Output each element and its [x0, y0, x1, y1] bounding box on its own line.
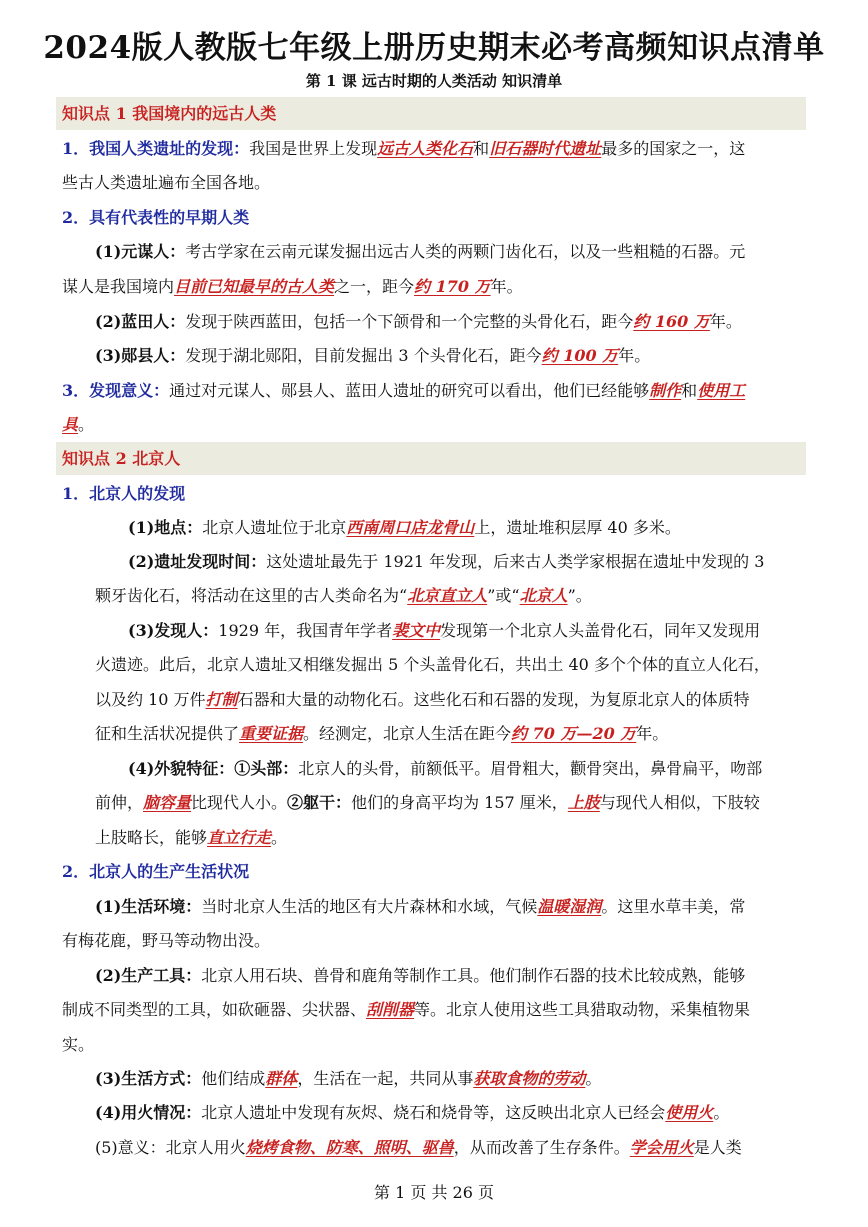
paragraph-line: 实。: [62, 1035, 95, 1054]
paragraph-line: (2)遗址发现时间：这处遗址最先于 1921 年发现，后来古人类学家根据在遗址中发现的 3: [128, 552, 765, 571]
paragraph-line: 些古人类遗址遍布全国各地。: [62, 173, 271, 192]
section-header-1: 知识点 1 我国境内的远古人类: [56, 97, 806, 130]
paragraph-line: 颗牙齿化石，将活动在这里的古人类命名为“北京直立人”或“北京人”。: [95, 586, 592, 605]
paragraph-line: (3)发现人：1929 年，我国青年学者裴文中发现第一个北京人头盖骨化石，同年又发现用: [128, 621, 761, 640]
page-title: 2024版人教版七年级上册历史期末必考高频知识点清单: [43, 30, 825, 66]
paragraph-line: (4)用火情况：北京人遗址中发现有灰烬、烧石和烧骨等，这反映出北京人已经会使用火。: [95, 1103, 730, 1122]
paragraph-line: 上肢略长，能够直立行走。: [95, 828, 288, 847]
page-footer: 第 1 页 共 26 页: [374, 1183, 494, 1202]
paragraph-line: (4)外貌特征：①头部：北京人的头骨，前额低平。眉骨粗大，颧骨突出，鼻骨扁平，吻部: [128, 759, 763, 778]
subheading: 2．北京人的生产生活状况: [62, 862, 250, 881]
paragraph-line: 以及约 10 万件打制石器和大量的动物化石。这些化石和石器的发现，为复原北京人的体质特: [95, 690, 750, 709]
paragraph-line: (1)元谋人：考古学家在云南元谋发掘出远古人类的两颗门齿化石，以及一些粗糙的石器。元: [95, 242, 746, 261]
paragraph-line: 具。: [62, 415, 95, 434]
paragraph-line: (1)生活环境：当时北京人生活的地区有大片森林和水域，气候温暖湿润。这里水草丰美，常: [95, 897, 746, 916]
paragraph-line: 1．我国人类遗址的发现：我国是世界上发现远古人类化石和旧石器时代遗址最多的国家之一，这: [62, 139, 746, 158]
paragraph-line: (3)郧县人：发现于湖北郧阳，目前发掘出 3 个头骨化石，距今约 100 万年。: [95, 346, 651, 365]
paragraph-line: 谋人是我国境内目前已知最早的古人类之一，距今约 170 万年。: [62, 277, 523, 296]
paragraph-line: (1)地点：北京人遗址位于北京西南周口店龙骨山上，遗址堆积层厚 40 多米。: [128, 518, 681, 537]
paragraph-line: 制成不同类型的工具，如砍砸器、尖状器、刮削器等。北京人使用这些工具猎取动物，采集植物果: [62, 1000, 751, 1019]
section-header-2: 知识点 2 北京人: [56, 442, 806, 475]
paragraph-line: (2)生产工具：北京人用石块、兽骨和鹿角等制作工具。他们制作石器的技术比较成熟，能够: [95, 966, 746, 985]
paragraph-line: 3．发现意义：通过对元谋人、郧县人、蓝田人遗址的研究可以看出，他们已经能够制作和使用工: [62, 381, 746, 400]
paragraph-line: 有梅花鹿，野马等动物出没。: [62, 931, 271, 950]
subheading: 2．具有代表性的早期人类: [62, 208, 250, 227]
paragraph-line: 征和生活状况提供了重要证据。经测定，北京人生活在距今约 70 万—20 万年。: [95, 724, 669, 743]
paragraph-line: 火遗迹。此后，北京人遗址又相继发掘出 5 个头盖骨化石，共出土 40 多个个体的直立人化石，: [95, 655, 770, 674]
subheading: 1．北京人的发现: [62, 484, 186, 503]
paragraph-line: (5)意义：北京人用火烧烤食物、防寒、照明、驱兽，从而改善了生存条件。学会用火是人类: [95, 1138, 742, 1157]
paragraph-line: (2)蓝田人：发现于陕西蓝田，包括一个下颌骨和一个完整的头骨化石，距今约 160 万年。: [95, 312, 742, 331]
lesson-subtitle: 第 1 课 远古时期的人类活动 知识清单: [305, 72, 563, 90]
paragraph-line: 前伸，脑容量比现代人小。②躯干：他们的身高平均为 157 厘米，上肢与现代人相似，下肢较: [95, 793, 760, 812]
paragraph-line: (3)生活方式：他们结成群体，生活在一起，共同从事获取食物的劳动。: [95, 1069, 602, 1088]
